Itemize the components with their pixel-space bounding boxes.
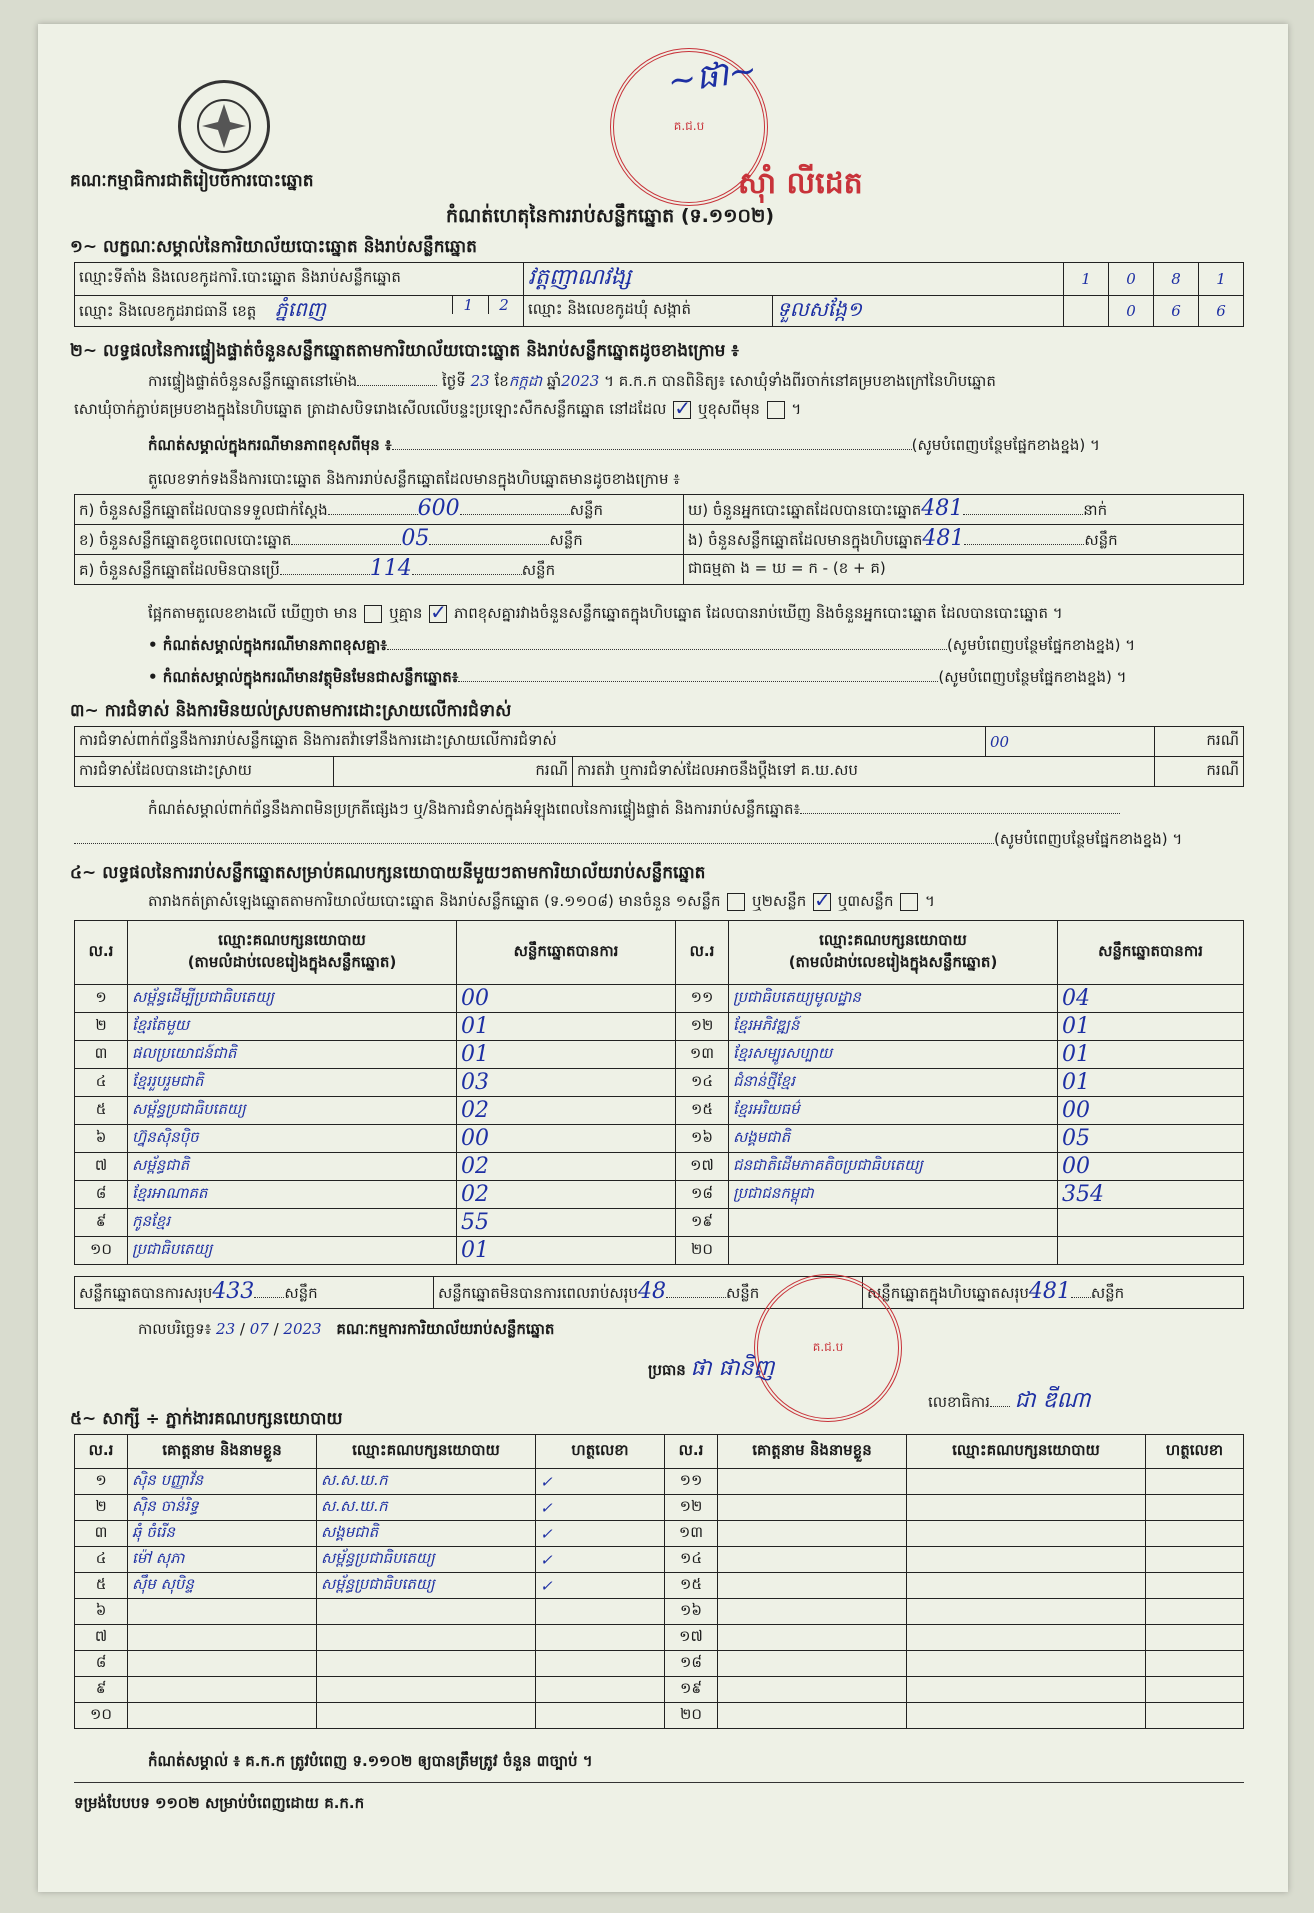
witness-no: ១៧ <box>665 1625 718 1651</box>
witness-no: ៨ <box>75 1651 128 1677</box>
result-party: ខ្មែរអាណាគត <box>128 1181 457 1209</box>
witness-signature <box>1146 1677 1244 1703</box>
result-votes: 00 <box>457 1125 676 1153</box>
result-votes <box>1058 1237 1244 1265</box>
witness-signature <box>536 1677 665 1703</box>
result-no: ១១ <box>676 985 729 1013</box>
section5-heading: ៥~ សាក្សី ÷ ភ្នាក់ងារគណបក្សនយោបាយ <box>70 1409 343 1429</box>
result-party: សម្ព័ន្ធប្រជាធិបតេយ្យ <box>128 1097 457 1125</box>
result-votes: 01 <box>457 1041 676 1069</box>
result-no: ១៩ <box>676 1209 729 1237</box>
witness-no: ១៣ <box>665 1521 718 1547</box>
witness-signature: ✓ <box>536 1495 665 1521</box>
witness-party: សម្ព័ន្ធប្រជាធិបតេយ្យ <box>317 1547 536 1573</box>
witness-name <box>718 1677 907 1703</box>
form-title: កំណត់ហេតុនៃការរាប់សន្លឹកឆ្នោត (ទ.១១០២) <box>446 205 775 227</box>
results-row <box>75 1153 1244 1181</box>
witness-name: ស៊ិន ចាន់រិទ្ធ <box>128 1495 317 1521</box>
witness-party <box>907 1599 1146 1625</box>
results-row <box>75 985 1244 1013</box>
official-stamp-top: គ.ជ.ប <box>610 48 768 206</box>
result-party: ផលប្រយោជន៍ជាតិ <box>128 1041 457 1069</box>
tally-sheet-count: តារាងកត់ត្រាសំឡេងឆ្នោតតាមការិយាល័យបោះឆ្នោត និងរាប់សន្លឹកឆ្នោត (ទ.១១០៨) មានចំនួន ១សន្លឹក ឬ២សន្លឹក ✓ ឬ៣សន្លឹក ។ <box>148 887 935 912</box>
witness-row <box>75 1573 1244 1599</box>
witness-party <box>317 1651 536 1677</box>
result-party: សង្គមជាតិ <box>729 1125 1058 1153</box>
witness-no: ១២ <box>665 1495 718 1521</box>
total-valid: 433 <box>212 1279 255 1304</box>
footer-divider <box>74 1782 1244 1783</box>
commune-value: ទួលសង្កែ១ <box>773 296 1064 327</box>
result-no: ១៥ <box>676 1097 729 1125</box>
province-code-2: 2 <box>488 296 519 314</box>
witness-row <box>75 1651 1244 1677</box>
section3-heading: ៣~ ការជំទាស់ និងការមិនយល់ស្របតាមការដោះស្រាយលើការជំទាស់ <box>70 701 512 721</box>
result-votes: 05 <box>1058 1125 1244 1153</box>
witness-party: ស.ស.ឃ.ក <box>317 1495 536 1521</box>
result-party: ប្រជាធិបតេយ្យមូលដ្ឋាន <box>729 985 1058 1013</box>
result-party: សម្ព័ន្ធដើម្បីប្រជាធិបតេយ្យ <box>128 985 457 1013</box>
total-invalid: 48 <box>637 1279 666 1304</box>
witness-party: សង្គមជាតិ <box>317 1521 536 1547</box>
witness-signature <box>536 1599 665 1625</box>
counts-intro: តួលេខទាក់ទងនឹងការបោះឆ្នោត និងការរាប់សន្លឹកឆ្នោតដែលមានក្នុងហិបឆ្នោតមានដូចខាងក្រោម ៖ <box>148 470 680 488</box>
result-votes: 03 <box>457 1069 676 1097</box>
result-party: ហ្វ៊ុនស៊ិនប៉ិច <box>128 1125 457 1153</box>
result-date: កាលបរិច្ឆេទ៖ 23 / 07 / 2023 គណៈកម្មការការិយាល័យរាប់សន្លឹកឆ្នោត <box>138 1320 555 1338</box>
witness-no: ៧ <box>75 1625 128 1651</box>
witness-name <box>718 1599 907 1625</box>
witness-name <box>128 1599 317 1625</box>
result-votes: 02 <box>457 1181 676 1209</box>
witness-no: ៥ <box>75 1573 128 1599</box>
witness-no: ១៥ <box>665 1573 718 1599</box>
voters-count: 481 <box>921 496 964 521</box>
irregularity-note: កំណត់សម្គាល់ពាក់ព័ន្ធនឹងភាពមិនប្រក្រតីផ្សេងៗ ឬ/និងការជំទាស់ក្នុងអំឡុងពេលនៃការផ្ទៀងផ្ទាត់ និងការរាប់សន្លឹកឆ្នោត៖ <box>148 800 1248 822</box>
result-no: ១៣ <box>676 1041 729 1069</box>
witness-name <box>718 1573 907 1599</box>
witness-signature <box>1146 1703 1244 1729</box>
verification-line1: ការផ្ទៀងផ្ទាត់ចំនួនសន្លឹកឆ្នោតនៅម៉ោង ថ្ងៃទី 23 ខែកក្កដា ឆ្នាំ2023 ។ គ.ក.ក បានពិនិត្យ៖ សោឃុំទាំងពីរចាក់នៅគម្របខាងក្រៅនៃហិបឆ្នោត <box>148 372 996 390</box>
station-code-2: 0 <box>1109 263 1154 296</box>
witness-name <box>128 1651 317 1677</box>
witness-row <box>75 1547 1244 1573</box>
witness-party <box>907 1651 1146 1677</box>
witness-signature <box>1146 1625 1244 1651</box>
result-no: ១៧ <box>676 1153 729 1181</box>
result-party: ខ្មែរអរិយធម៌ <box>729 1097 1058 1125</box>
result-no: ១២ <box>676 1013 729 1041</box>
result-votes: 04 <box>1058 985 1244 1013</box>
witness-name <box>718 1703 907 1729</box>
result-party: សម្ព័ន្ធជាតិ <box>128 1153 457 1181</box>
witness-party <box>907 1495 1146 1521</box>
witness-party <box>317 1703 536 1729</box>
station-label: ឈ្មោះទីតាំង និងលេខកូដការិ.បោះឆ្នោត និងរាប់សន្លឹកឆ្នោត <box>75 263 524 296</box>
irregularity-note-line2: (សូមបំពេញបន្ថែមផ្នែកខាងខ្នង) ។ <box>74 830 1244 852</box>
section4-heading: ៤~ លទ្ធផលនៃការរាប់សន្លឹកឆ្នោតសម្រាប់គណបក្សនយោបាយនីមួយៗតាមការិយាល័យរាប់សន្លឹកឆ្នោត <box>70 863 706 883</box>
commune-code-1: 0 <box>1109 296 1154 327</box>
results-row <box>75 1125 1244 1153</box>
checkbox-changed[interactable] <box>767 401 785 419</box>
polling-station-table <box>74 262 1244 327</box>
witness-signature <box>536 1625 665 1651</box>
total-in-box: 481 <box>1028 1279 1071 1304</box>
result-party <box>729 1237 1058 1265</box>
witness-party <box>907 1677 1146 1703</box>
result-no: ១០ <box>75 1237 128 1265</box>
witness-signature <box>1146 1521 1244 1547</box>
witness-signature <box>536 1703 665 1729</box>
witness-no: ៦ <box>75 1599 128 1625</box>
witness-no: ៤ <box>75 1547 128 1573</box>
witness-no: ១៩ <box>665 1677 718 1703</box>
result-party: ជនជាតិដើមភាគតិចប្រជាធិបតេយ្យ <box>729 1153 1058 1181</box>
witness-no: ១៦ <box>665 1599 718 1625</box>
result-no: ៣ <box>75 1041 128 1069</box>
witness-signature: ✓ <box>536 1547 665 1573</box>
results-row <box>75 1013 1244 1041</box>
result-no: ៨ <box>75 1181 128 1209</box>
witness-signature <box>1146 1547 1244 1573</box>
received-ballots: 600 <box>417 496 460 521</box>
verification-line2: សោឃុំចាក់ភ្ជាប់គម្របខាងក្នុងនៃហិបឆ្នោត ត្រាដាសបិទរោងសើលលើបន្ទះប្រឡោះសឺកសន្លឹកឆ្នោត នៅដដែល ✓ ឬខុសពីមុន ។ <box>74 395 802 420</box>
footer-note: កំណត់សម្គាល់ ៖ គ.ក.ក ត្រូវបំពេញ ទ.១១០២ ឲ្យបានត្រឹមត្រូវ ចំនួន ៣ច្បាប់ ។ <box>148 1752 593 1770</box>
witness-party <box>907 1521 1146 1547</box>
witness-no: ១ <box>75 1469 128 1495</box>
result-party: ខ្មែររួបរួមជាតិ <box>128 1069 457 1097</box>
witness-row <box>75 1469 1244 1495</box>
result-party: ប្រជាធិបតេយ្យ <box>128 1237 457 1265</box>
witness-party: សម្ព័ន្ធប្រជាធិបតេយ្យ <box>317 1573 536 1599</box>
witness-row <box>75 1521 1244 1547</box>
form-reference: ទម្រង់បែបបទ ១១០២ សម្រាប់បំពេញដោយ គ.ក.ក <box>74 1794 365 1812</box>
witness-party: ស.ស.ឃ.ក <box>317 1469 536 1495</box>
verify-month: កក្កដា <box>508 372 543 390</box>
section2-heading: ២~ លទ្ធផលនៃការផ្ទៀងផ្ទាត់ចំនួនសន្លឹកឆ្នោតតាមការិយាល័យបោះឆ្នោត និងរាប់សន្លឹកឆ្នោតដូចខាងក្រោម ៖ <box>70 341 739 361</box>
result-votes <box>1058 1209 1244 1237</box>
result-votes: 354 <box>1058 1181 1244 1209</box>
signature-name-top: ស៊ាំ លីដេត <box>738 166 863 201</box>
complaints-count: 00 <box>986 727 1155 757</box>
witness-no: ១១ <box>665 1469 718 1495</box>
result-party: ខ្មែរតែមួយ <box>128 1013 457 1041</box>
witness-no: ១៤ <box>665 1547 718 1573</box>
results-row <box>75 1041 1244 1069</box>
witness-party <box>317 1599 536 1625</box>
results-row <box>75 1209 1244 1237</box>
witness-name <box>718 1547 907 1573</box>
result-party: កូនខ្មែរ <box>128 1209 457 1237</box>
ballots-in-box: 481 <box>922 526 965 551</box>
spoiled-ballots: 05 <box>401 526 430 551</box>
witness-signature <box>1146 1573 1244 1599</box>
witness-party <box>317 1625 536 1651</box>
verify-day: 23 <box>470 372 490 390</box>
results-table: ល.រ ឈ្មោះគណបក្សនយោបាយ (តាមលំដាប់លេខរៀងក្នុងសន្លឹកឆ្នោត) សន្លឹកឆ្នោតបានការ ល.រ ឈ្មោះគណបក្សនយោបាយ (តាមលំដាប់លេខរៀងក្នុងសន្លឹកឆ្នោត) សន្លឹកឆ្នោតបានការ ១ សម្ព័ន្ធដើម្បីប្រជាធិបតេយ្យ 00 ១១ ប្រជាធិបតេយ្យមូលដ្ឋាន 04 ២ ខ្មែរតែមួយ 01 ១២ ខ្មែរអភិវឌ្ឍន៍ 01 ៣ ផលប្រយោជន៍ជាតិ 01 ១៣ ខ្មែរសម្បូរសប្បាយ 01 ៤ ខ្មែររួបរួមជាតិ 03 ១៤ ជំនាន់ថ្មីខ្មែរ 01 ៥ សម្ព័ន្ធប្រជាធិបតេយ្យ 02 ១៥ ខ្មែរអរិយធម៌ 00 ៦ ហ្វ៊ុនស៊ិនប៉ិច 00 ១៦ សង្គមជាតិ 05 ៧ សម្ព័ន្ធជាតិ 02 ១៧ ជនជាតិដើមភាគតិចប្រជាធិបតេយ្យ 00 ៨ ខ្មែរអាណាគត 02 ១៨ ប្រជាជនកម្ពុជា 354 ៩ កូនខ្មែរ 55 ១៩ ១០ ប្រជាធិបតេយ្យ 01 ២០ <box>74 920 1244 1265</box>
result-no: ៧ <box>75 1153 128 1181</box>
witness-party <box>907 1469 1146 1495</box>
result-no: ២ <box>75 1013 128 1041</box>
result-votes: 01 <box>1058 1013 1244 1041</box>
checkbox-no-difference[interactable]: ✓ <box>430 599 447 624</box>
result-party <box>729 1209 1058 1237</box>
checkbox-unchanged[interactable]: ✓ <box>674 395 691 420</box>
commune-code-3: 6 <box>1199 296 1244 327</box>
note-difference: • កំណត់សម្គាល់ក្នុងករណីមានភាពខុសគ្នា៖ (សូមបំពេញបន្ថែមផ្នែកខាងខ្នង) ។ <box>148 636 1136 654</box>
note-foreign-objects: • កំណត់សម្គាល់ក្នុងករណីមានវត្ថុមិនមែនជាសន្លឹកឆ្នោត៖ (សូមបំពេញបន្ថែមផ្នែកខាងខ្នង) ។ <box>148 668 1127 686</box>
section1-heading: ១~ លក្ខណៈសម្គាល់នៃការិយាល័យបោះឆ្នោត និងរាប់សន្លឹកឆ្នោត <box>70 237 477 257</box>
station-value: វត្តញាណវង្ស <box>524 263 1064 296</box>
witness-no: ៣ <box>75 1521 128 1547</box>
witness-no: ២ <box>75 1495 128 1521</box>
province-value: ភ្នំពេញ <box>275 297 326 321</box>
station-code-4: 1 <box>1199 263 1244 296</box>
result-no: ១៦ <box>676 1125 729 1153</box>
witness-row <box>75 1703 1244 1729</box>
checkbox-has-difference[interactable] <box>364 605 382 623</box>
result-party: ខ្មែរសម្បូរសប្បាយ <box>729 1041 1058 1069</box>
commune-code-2: 6 <box>1154 296 1199 327</box>
result-votes: 00 <box>457 985 676 1013</box>
result-party: ប្រជាជនកម្ពុជា <box>729 1181 1058 1209</box>
witness-name <box>128 1625 317 1651</box>
result-no: ១៨ <box>676 1181 729 1209</box>
witness-signature <box>536 1651 665 1677</box>
witness-name <box>718 1625 907 1651</box>
results-row <box>75 1069 1244 1097</box>
result-votes: 02 <box>457 1097 676 1125</box>
result-party: ជំនាន់ថ្មីខ្មែរ <box>729 1069 1058 1097</box>
totals-table: សន្លឹកឆ្នោតបានការសរុប433 សន្លឹក សន្លឹកឆ្នោតមិនបានការពេលរាប់សរុប48 សន្លឹក សន្លឹកឆ្នោតក្នុងហិបឆ្នោតសរុប481 សន្លឹក <box>74 1276 1244 1309</box>
witness-signature <box>1146 1469 1244 1495</box>
station-code-3: 8 <box>1154 263 1199 296</box>
complaints-table: ការជំទាស់ពាក់ព័ន្ធនឹងការរាប់សន្លឹកឆ្នោត និងការតវ៉ាទៅនឹងការដោះស្រាយលើការជំទាស់ 00 ករណី ការជំទាស់ដែលបានដោះស្រាយ ករណី ការតវ៉ា ឬការជំទាស់ដែលអាចនឹងប្តឹងទៅ គ.ឃ.សប ករណី <box>74 726 1244 787</box>
witness-signature: ✓ <box>536 1469 665 1495</box>
emblem-icon <box>194 96 254 156</box>
results-row <box>75 1237 1244 1265</box>
result-votes: 00 <box>1058 1153 1244 1181</box>
result-no: ៦ <box>75 1125 128 1153</box>
station-code-1: 1 <box>1064 263 1109 296</box>
witness-name <box>128 1703 317 1729</box>
compare-line: ផ្អែកតាមតួលេខខាងលើ ឃើញថា មាន ឬគ្មាន ✓ ភាពខុសគ្នារវាងចំនួនសន្លឹកឆ្នោតក្នុងហិបឆ្នោត ដែលបានរាប់ឃើញ និងចំនួនអ្នកបោះឆ្នោត ដែលបានបោះឆ្នោត ។ <box>148 599 1063 624</box>
result-votes: 01 <box>1058 1041 1244 1069</box>
result-votes: 02 <box>457 1153 676 1181</box>
witness-name <box>718 1469 907 1495</box>
witness-signature: ✓ <box>536 1521 665 1547</box>
result-votes: 01 <box>457 1013 676 1041</box>
province-label: ឈ្មោះ និងលេខកូដរាជធានី ខេត្ត ភ្នំពេញ 1 2 <box>75 296 524 327</box>
witness-party <box>317 1677 536 1703</box>
result-votes: 01 <box>457 1237 676 1265</box>
witness-name <box>718 1651 907 1677</box>
result-votes: 01 <box>1058 1069 1244 1097</box>
witness-row <box>75 1599 1244 1625</box>
witness-no: ២០ <box>665 1703 718 1729</box>
results-row <box>75 1181 1244 1209</box>
result-no: ៥ <box>75 1097 128 1125</box>
witness-signature <box>1146 1599 1244 1625</box>
result-no: ៩ <box>75 1209 128 1237</box>
witness-party <box>907 1547 1146 1573</box>
witness-name: ម៉ៅ សុភា <box>128 1547 317 1573</box>
witness-no: ១៨ <box>665 1651 718 1677</box>
witness-party <box>907 1703 1146 1729</box>
result-no: ២០ <box>676 1237 729 1265</box>
witness-row <box>75 1677 1244 1703</box>
result-party: ខ្មែរអភិវឌ្ឍន៍ <box>729 1013 1058 1041</box>
witness-row <box>75 1495 1244 1521</box>
checkbox-two-sheets[interactable]: ✓ <box>814 887 831 912</box>
witness-signature: ✓ <box>536 1573 665 1599</box>
counts-table: ក) ចំនួនសន្លឹកឆ្នោតដែលបានទទួលជាក់ស្តែង 600 សន្លឹក ឃ) ចំនួនអ្នកបោះឆ្នោតដែលបានបោះឆ្នោត481 នាក់ ខ) ចំនួនសន្លឹកឆ្នោតខូចពេលបោះឆ្នោត 05 សន្លឹក ង) ចំនួនសន្លឹកឆ្នោតដែលមានក្នុងហិបឆ្នោត481 សន្លឹក គ) ចំនួនសន្លឹកឆ្នោតដែលមិនបានប្រើ 114 សន្លឹក ជាធម្មតា ង = ឃ = ក - (ខ + គ) <box>74 494 1244 585</box>
unused-ballots: 114 <box>369 556 412 581</box>
witness-party <box>907 1573 1146 1599</box>
result-no: ១ <box>75 985 128 1013</box>
witness-name <box>718 1521 907 1547</box>
witness-no: ១០ <box>75 1703 128 1729</box>
witness-table: ល.រ គោត្តនាម និងនាមខ្លួន ឈ្មោះគណបក្សនយោបាយ ហត្ថលេខា ល.រ គោត្តនាម និងនាមខ្លួន ឈ្មោះគណបក្សនយោបាយ ហត្ថលេខា ១ ស៊ិន បញ្ញាវ័ន ស.ស.ឃ.ក ✓ ១១ ២ ស៊ិន ចាន់រិទ្ធ ស.ស.ឃ.ក ✓ ១២ ៣ ឆុំ ចំរើន សង្គមជាតិ ✓ ១៣ ៤ ម៉ៅ សុភា សម្ព័ន្ធប្រជាធិបតេយ្យ ✓ ១៤ ៥ ស៊ឹម សុបិន្ទ សម្ព័ន្ធប្រជាធិបតេយ្យ ✓ ១៥ ៦ ១៦ ៧ ១៧ ៨ ១៨ ៩ ១៩ ១០ ២០ <box>74 1434 1244 1729</box>
secretary-signature: លេខាធិការ ជា ឌីណា <box>928 1388 1091 1413</box>
witness-signature <box>1146 1651 1244 1677</box>
official-stamp-bottom: គ.ជ.ប <box>754 1274 902 1422</box>
result-votes: 00 <box>1058 1097 1244 1125</box>
result-no: ៤ <box>75 1069 128 1097</box>
result-no: ១៤ <box>676 1069 729 1097</box>
witness-name: ឆុំ ចំរើន <box>128 1521 317 1547</box>
result-votes: 55 <box>457 1209 676 1237</box>
signature-top: ~ផា~ <box>665 50 760 103</box>
nec-logo <box>178 80 270 172</box>
checkbox-one-sheet[interactable] <box>727 893 745 911</box>
formula: ជាធម្មតា ង = ឃ = ក - (ខ + គ) <box>684 555 1244 585</box>
witness-no: ៩ <box>75 1677 128 1703</box>
document-page <box>38 24 1288 1892</box>
org-name: គណៈកម្មាធិការជាតិរៀបចំការបោះឆ្នោត <box>70 171 314 191</box>
commune-label: ឈ្មោះ និងលេខកូដឃុំ សង្កាត់ <box>524 296 773 327</box>
witness-party <box>907 1625 1146 1651</box>
checkbox-three-sheets[interactable] <box>900 893 918 911</box>
witness-name <box>128 1677 317 1703</box>
witness-row <box>75 1625 1244 1651</box>
chair-signature: ប្រធាន ផា ផានិញ <box>648 1356 775 1381</box>
witness-name: ស៊ឹម សុបិន្ទ <box>128 1573 317 1599</box>
witness-name <box>718 1495 907 1521</box>
verify-year: 2023 <box>561 372 600 390</box>
results-row <box>75 1097 1244 1125</box>
difference-note-line: កំណត់សម្គាល់ក្នុងករណីមានភាពខុសពីមុន ៖ (សូមបំពេញបន្ថែមផ្នែកខាងខ្នង) ។ <box>148 436 1100 454</box>
province-code-1: 1 <box>452 296 483 314</box>
witness-signature <box>1146 1495 1244 1521</box>
witness-name: ស៊ិន បញ្ញាវ័ន <box>128 1469 317 1495</box>
